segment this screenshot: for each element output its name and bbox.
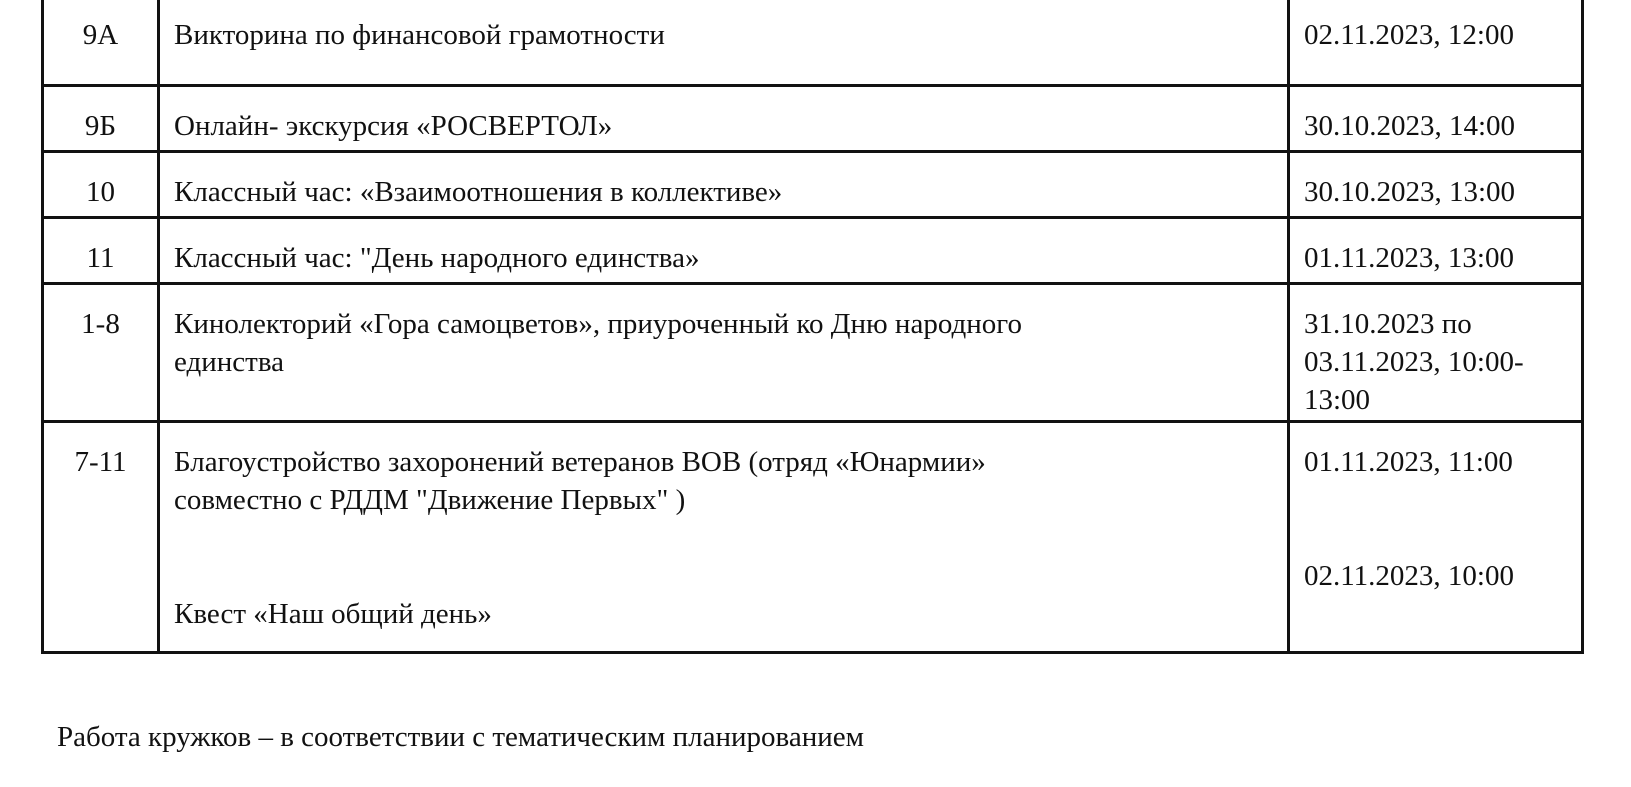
event-cell <box>159 421 1289 652</box>
class-cell: 1-8 <box>43 283 159 421</box>
event-text: Классный час: "День народного единства» <box>174 241 700 274</box>
date-text: 13:00 <box>1304 383 1371 416</box>
event-text: единства <box>174 345 285 378</box>
class-cell: 9А <box>43 0 159 85</box>
cell-spacer <box>1304 481 1571 557</box>
event-text: Кинолекторий «Гора самоцветов», приуроченный ко Дню народного <box>174 307 1022 340</box>
event-cell <box>159 85 1289 151</box>
table-row <box>43 283 1583 421</box>
event-cell <box>159 0 1289 85</box>
event-text: совместно с РДДМ "Движение Первых" ) <box>174 483 686 516</box>
date-text: 01.11.2023, 11:00 <box>1304 445 1513 478</box>
date-text: 02.11.2023, 12:00 <box>1304 19 1514 51</box>
class-cell: 7-11 <box>43 421 159 652</box>
event-cell <box>159 151 1289 217</box>
date-cell <box>1289 217 1583 283</box>
event-text: Онлайн- экскурсия «РОСВЕРТОЛ» <box>174 109 613 142</box>
event-cell <box>159 283 1289 421</box>
date-cell <box>1289 85 1583 151</box>
class-cell: 11 <box>43 217 159 283</box>
date-text: 30.10.2023, 13:00 <box>1304 175 1516 208</box>
date-text: 02.11.2023, 10:00 <box>1304 559 1514 592</box>
cell-spacer <box>174 519 1277 595</box>
date-cell <box>1289 421 1583 652</box>
event-text: Квест «Наш общий день» <box>174 597 492 630</box>
footer-paragraph: Работа кружков – в соответствии с тематическим планированием <box>57 721 864 753</box>
event-text: Классный час: «Взаимоотношения в коллективе» <box>174 175 783 208</box>
event-text: Викторина по финансовой грамотности <box>174 19 665 51</box>
event-cell <box>159 217 1289 283</box>
event-text: Благоустройство захоронений ветеранов ВОВ (отряд «Юнармии» <box>174 445 986 478</box>
table-row <box>43 0 1583 85</box>
date-text: 31.10.2023 по <box>1304 307 1472 340</box>
date-cell <box>1289 0 1583 85</box>
class-cell: 10 <box>43 151 159 217</box>
table-row <box>43 151 1583 217</box>
table-row <box>43 85 1583 151</box>
date-text: 01.11.2023, 13:00 <box>1304 241 1514 274</box>
table-row <box>43 421 1583 652</box>
date-cell <box>1289 283 1583 421</box>
class-cell: 9Б <box>43 85 159 151</box>
date-cell <box>1289 151 1583 217</box>
date-text: 03.11.2023, 10:00- <box>1304 345 1524 378</box>
schedule-table <box>41 0 1584 654</box>
table-row <box>43 217 1583 283</box>
date-text: 30.10.2023, 14:00 <box>1304 109 1516 142</box>
